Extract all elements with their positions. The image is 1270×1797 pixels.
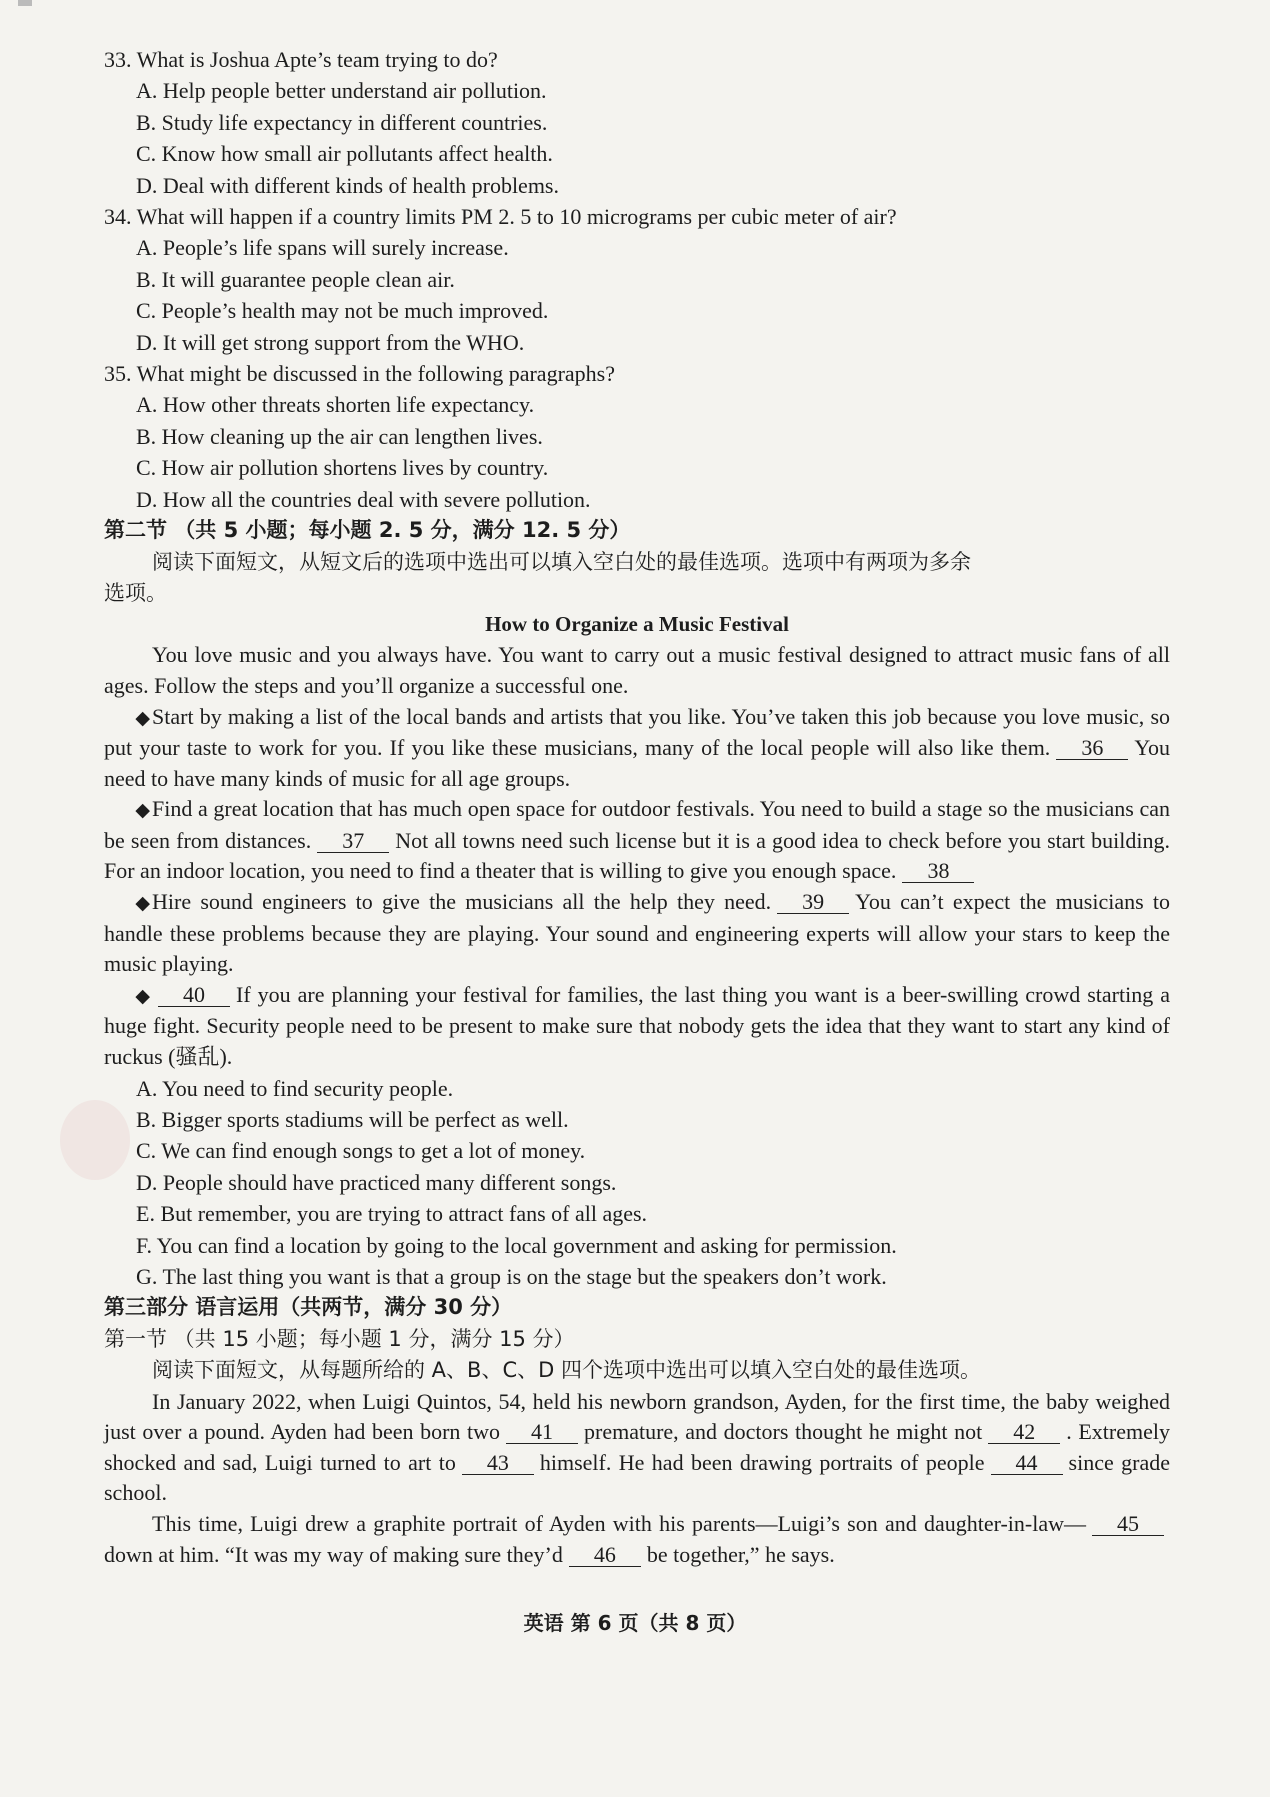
scan-edge-mark bbox=[18, 0, 32, 6]
paragraph-text: premature, and doctors thought he might not bbox=[584, 1419, 983, 1445]
section-heading: 第二节 （共 5 小题；每小题 2. 5 分，满分 12. 5 分） bbox=[104, 518, 631, 543]
blank-41: 41 bbox=[506, 1421, 578, 1444]
blank-38: 38 bbox=[902, 860, 974, 883]
blank-40: 40 bbox=[158, 984, 230, 1007]
section-heading: 第一节 （共 15 小题；每小题 1 分，满分 15 分） bbox=[104, 1326, 575, 1351]
paragraph-text: You need to have many kinds of music for all age groups. bbox=[104, 735, 1170, 791]
blank-44: 44 bbox=[991, 1452, 1063, 1475]
option: C. We can find enough songs to get a lot of money. bbox=[136, 1138, 586, 1164]
paragraph-text: In January 2022, when Luigi Quintos, 54, held his newborn grandson, Ayden, for the first time, the baby weighed just over a pound. Ayden had been born two bbox=[104, 1388, 1170, 1445]
blank-36: 36 bbox=[1056, 737, 1128, 760]
blank-43: 43 bbox=[462, 1452, 534, 1475]
blank-45: 45 bbox=[1092, 1513, 1164, 1536]
passage-title: How to Organize a Music Festival bbox=[485, 612, 789, 637]
passage-paragraph bbox=[104, 794, 1170, 887]
blank-39: 39 bbox=[777, 891, 849, 914]
part-heading: 第三部分 语言运用（共两节，满分 30 分） bbox=[104, 1295, 513, 1320]
question-34 bbox=[104, 201, 1170, 358]
option: A. You need to find security people. bbox=[136, 1075, 454, 1101]
option: G. The last thing you want is that a group is on the stage but the speakers don’t work. bbox=[136, 1264, 887, 1290]
question-35 bbox=[104, 358, 1170, 515]
paragraph-text: down at him. “It was my way of making sure they’d bbox=[104, 1541, 563, 1567]
paragraph-text: This time, Luigi drew a graphite portrait of Ayden with his parents—Luigi’s son and daughter-in-law— bbox=[152, 1511, 1086, 1537]
diamond-bullet-icon: ◆ bbox=[135, 799, 150, 822]
paragraph-text: be together,” he says. bbox=[646, 1541, 835, 1567]
option: D. People should have practiced many different songs. bbox=[136, 1169, 617, 1195]
paragraph-text: You can’t expect the musicians to handle these problems because they are playing. Your sound and engineering experts will allow your stars to keep the music playing. bbox=[104, 889, 1171, 977]
option: B. It will guarantee people clean air. bbox=[136, 266, 455, 292]
option: F. You can find a location by going to the local government and asking for permission. bbox=[136, 1232, 897, 1258]
question-stem: 35. What might be discussed in the following paragraphs? bbox=[104, 361, 615, 387]
passage-paragraph bbox=[104, 887, 1170, 980]
diamond-bullet-icon: ◆ bbox=[135, 984, 150, 1007]
paragraph-text: Not all towns need such license but it is a good idea to check before you start building. For an indoor location, you need to find a theater that is willing to give you enough space. bbox=[104, 827, 1170, 884]
paragraph-text: since grade school. bbox=[104, 1449, 1170, 1506]
page-footer: 英语 第 6 页（共 8 页） bbox=[523, 1611, 747, 1635]
passage-paragraph bbox=[104, 640, 1170, 701]
section2-options bbox=[104, 1073, 1170, 1293]
paragraph-text: himself. He had been drawing portraits of people bbox=[539, 1449, 985, 1475]
blank-37: 37 bbox=[317, 830, 389, 853]
question-33 bbox=[104, 44, 1170, 201]
paragraph-text: . Extremely shocked and sad, Luigi turned to art to bbox=[104, 1419, 1170, 1475]
paragraph-text: Find a great location that has much open space for outdoor festivals. You need to build a stage so the musicians can be seen from distances. bbox=[104, 796, 1170, 853]
passage-paragraph bbox=[104, 980, 1170, 1073]
option: A. How other threats shorten life expectancy. bbox=[136, 392, 535, 418]
paragraph-text: You love music and you always have. You want to carry out a music festival designed to attract music fans of all ages. Follow the steps and you’ll organize a successful one. bbox=[104, 642, 1170, 698]
option: D. Deal with different kinds of health problems. bbox=[136, 172, 559, 198]
option: D. How all the countries deal with severe pollution. bbox=[136, 486, 591, 512]
paragraph-text: Start by making a list of the local bands and artists that you like. You’ve taken this job because you love music, so put your taste to work for you. If you like these musicians, many of the local people will also like them. bbox=[104, 703, 1170, 761]
section-instruction-cont: 选项。 bbox=[104, 580, 167, 605]
option: C. People’s health may not be much improved. bbox=[136, 298, 549, 324]
option: A. Help people better understand air pollution. bbox=[136, 78, 547, 104]
passage-paragraph bbox=[104, 1509, 1170, 1570]
paragraph-text: If you are planning your festival for families, the last thing you want is a beer-swilling crowd starting a huge fight. Security people need to be present to make sure that nobody gets the idea that they want to start any kind of ruckus (骚乱). bbox=[104, 981, 1170, 1070]
option: A. People’s life spans will surely increase. bbox=[136, 235, 509, 261]
diamond-bullet-icon: ◆ bbox=[135, 892, 150, 915]
section-instruction: 阅读下面短文，从短文后的选项中选出可以填入空白处的最佳选项。选项中有两项为多余 bbox=[152, 549, 971, 574]
scan-smudge bbox=[60, 1100, 130, 1180]
option: E. But remember, you are trying to attract fans of all ages. bbox=[136, 1201, 648, 1227]
blank-42: 42 bbox=[988, 1421, 1060, 1444]
option: D. It will get strong support from the WHO. bbox=[136, 329, 525, 355]
passage-paragraph bbox=[104, 702, 1170, 795]
diamond-bullet-icon: ◆ bbox=[135, 706, 150, 729]
option: B. How cleaning up the air can lengthen lives. bbox=[136, 423, 543, 449]
passage-paragraph bbox=[104, 1387, 1170, 1509]
option: B. Bigger sports stadiums will be perfect as well. bbox=[136, 1107, 569, 1133]
option: B. Study life expectancy in different countries. bbox=[136, 109, 548, 135]
option: C. Know how small air pollutants affect health. bbox=[136, 141, 553, 167]
question-stem: 34. What will happen if a country limits PM 2. 5 to 10 micrograms per cubic meter of air? bbox=[104, 204, 897, 230]
blank-46: 46 bbox=[569, 1544, 641, 1567]
paragraph-text: Hire sound engineers to give the musicians all the help they need. bbox=[152, 889, 772, 915]
option: C. How air pollution shortens lives by country. bbox=[136, 455, 549, 481]
section-instruction: 阅读下面短文，从每题所给的 A、B、C、D 四个选项中选出可以填入空白处的最佳选项。 bbox=[152, 1358, 981, 1383]
question-stem: 33. What is Joshua Apte’s team trying to do? bbox=[104, 47, 498, 72]
